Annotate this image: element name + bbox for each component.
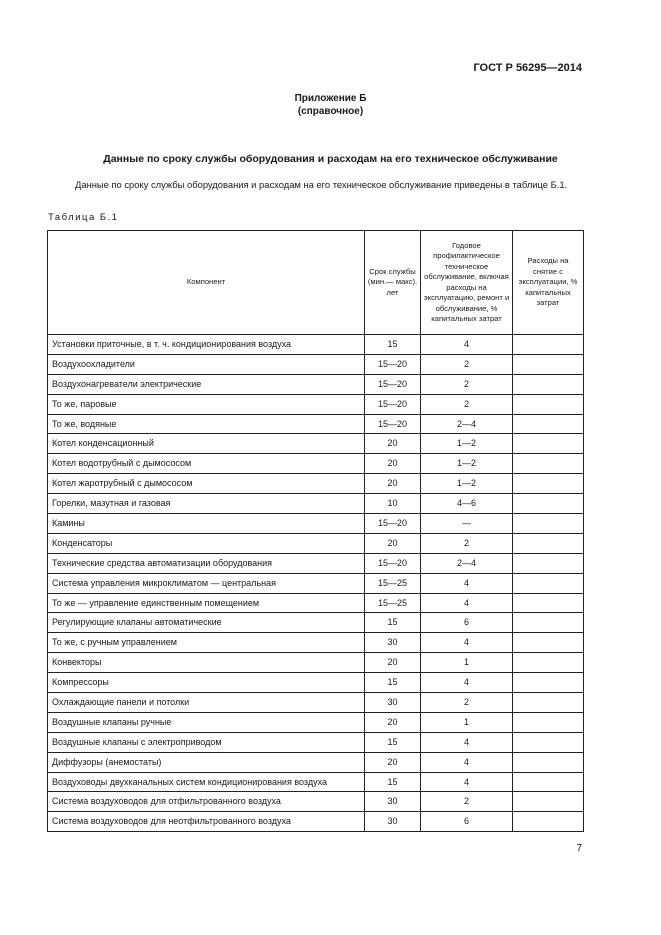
table-row <box>48 434 584 454</box>
removal-cell <box>513 732 584 752</box>
removal-cell <box>513 712 584 732</box>
maintenance-cell: — <box>421 514 513 534</box>
component-cell: Котел водотрубный с дымососом <box>48 454 365 474</box>
appendix-heading <box>0 92 661 118</box>
removal-cell <box>513 374 584 394</box>
table-header-row <box>48 231 584 335</box>
removal-cell <box>513 354 584 374</box>
header-removal: Расходы на снятие с эксплуатации, % капитальных затрат <box>513 231 584 335</box>
removal-cell <box>513 335 584 355</box>
maintenance-cell: 2 <box>421 533 513 553</box>
removal-cell <box>513 434 584 454</box>
service-life-cell: 30 <box>365 792 421 812</box>
table-row <box>48 573 584 593</box>
service-life-cell: 15—20 <box>365 553 421 573</box>
table-row <box>48 553 584 573</box>
table-row <box>48 653 584 673</box>
maintenance-cell: 4 <box>421 593 513 613</box>
component-cell: Охлаждающие панели и потолки <box>48 693 365 713</box>
service-life-cell: 20 <box>365 454 421 474</box>
removal-cell <box>513 474 584 494</box>
table-row <box>48 792 584 812</box>
service-life-cell: 20 <box>365 653 421 673</box>
page-number: 7 <box>576 843 582 854</box>
component-cell: Воздухонагреватели электрические <box>48 374 365 394</box>
maintenance-cell: 1 <box>421 712 513 732</box>
removal-cell <box>513 653 584 673</box>
header-maintenance: Годовое профилактическое техническое обслуживание, включая расходы на эксплуатацию, ремонт и обслуживание, % капитальных затрат <box>421 231 513 335</box>
removal-cell <box>513 494 584 514</box>
maintenance-cell: 2 <box>421 792 513 812</box>
component-cell: То же, паровые <box>48 394 365 414</box>
table-row <box>48 414 584 434</box>
service-life-cell: 15—20 <box>365 354 421 374</box>
removal-cell <box>513 573 584 593</box>
component-cell: Диффузоры (анемостаты) <box>48 752 365 772</box>
table-row <box>48 812 584 832</box>
removal-cell <box>513 792 584 812</box>
table-row <box>48 454 584 474</box>
service-life-cell: 15—25 <box>365 593 421 613</box>
header-component: Компонент <box>48 231 365 335</box>
component-cell: Воздушные клапаны с электроприводом <box>48 732 365 752</box>
table-row <box>48 494 584 514</box>
component-cell: Регулирующие клапаны автоматические <box>48 613 365 633</box>
component-cell: Котел жаротрубный с дымососом <box>48 474 365 494</box>
component-cell: То же, водяные <box>48 414 365 434</box>
section-title: Данные по сроку службы оборудования и расходам на его техническое обслуживание <box>103 153 558 165</box>
table-row <box>48 712 584 732</box>
intro-paragraph: Данные по сроку службы оборудования и расходам на его техническое обслуживание приведены в таблице Б.1. <box>75 179 568 190</box>
maintenance-cell: 4 <box>421 573 513 593</box>
appendix-subtitle: (справочное) <box>297 106 364 117</box>
table-row <box>48 732 584 752</box>
removal-cell <box>513 633 584 653</box>
component-cell: То же — управление единственным помещением <box>48 593 365 613</box>
table-row <box>48 474 584 494</box>
table-caption: Таблица Б.1 <box>48 212 119 223</box>
table-row <box>48 633 584 653</box>
service-life-cell: 15 <box>365 335 421 355</box>
maintenance-cell: 4—6 <box>421 494 513 514</box>
maintenance-cell: 2 <box>421 693 513 713</box>
removal-cell <box>513 414 584 434</box>
removal-cell <box>513 593 584 613</box>
component-cell: Горелки, мазутная и газовая <box>48 494 365 514</box>
maintenance-cell: 1—2 <box>421 434 513 454</box>
component-cell: Система воздуховодов для отфильтрованного воздуха <box>48 792 365 812</box>
service-life-table <box>47 230 584 832</box>
maintenance-cell: 6 <box>421 812 513 832</box>
maintenance-cell: 1 <box>421 653 513 673</box>
maintenance-cell: 4 <box>421 732 513 752</box>
removal-cell <box>513 752 584 772</box>
maintenance-cell: 4 <box>421 752 513 772</box>
appendix-title: Приложение Б <box>294 93 367 104</box>
header-service-life: Срок службы (мин.— макс). лет <box>365 231 421 335</box>
component-cell: Конденсаторы <box>48 533 365 553</box>
service-life-cell: 20 <box>365 533 421 553</box>
component-cell: Система управления микроклиматом — центральная <box>48 573 365 593</box>
table-row <box>48 593 584 613</box>
service-life-cell: 15—25 <box>365 573 421 593</box>
component-cell: Система воздуховодов для неотфильтрованного воздуха <box>48 812 365 832</box>
maintenance-cell: 2—4 <box>421 553 513 573</box>
removal-cell <box>513 673 584 693</box>
service-life-cell: 10 <box>365 494 421 514</box>
table-row <box>48 752 584 772</box>
removal-cell <box>513 394 584 414</box>
component-cell: Компрессоры <box>48 673 365 693</box>
maintenance-cell: 2 <box>421 374 513 394</box>
maintenance-cell: 6 <box>421 613 513 633</box>
component-cell: Воздушные клапаны ручные <box>48 712 365 732</box>
table-row <box>48 772 584 792</box>
service-life-cell: 30 <box>365 693 421 713</box>
table-row <box>48 613 584 633</box>
maintenance-cell: 1—2 <box>421 454 513 474</box>
service-life-cell: 30 <box>365 812 421 832</box>
document-code: ГОСТ Р 56295—2014 <box>473 62 582 74</box>
removal-cell <box>513 613 584 633</box>
removal-cell <box>513 553 584 573</box>
service-life-cell: 20 <box>365 474 421 494</box>
removal-cell <box>513 812 584 832</box>
component-cell: Конвекторы <box>48 653 365 673</box>
service-life-cell: 15 <box>365 732 421 752</box>
maintenance-cell: 4 <box>421 633 513 653</box>
table-body <box>48 335 584 832</box>
service-life-cell: 15—20 <box>365 394 421 414</box>
service-life-cell: 15 <box>365 772 421 792</box>
component-cell: Технические средства автоматизации оборудования <box>48 553 365 573</box>
removal-cell <box>513 514 584 534</box>
maintenance-cell: 4 <box>421 335 513 355</box>
service-life-cell: 20 <box>365 712 421 732</box>
service-life-cell: 15—20 <box>365 374 421 394</box>
maintenance-cell: 2—4 <box>421 414 513 434</box>
maintenance-cell: 1—2 <box>421 474 513 494</box>
component-cell: Установки приточные, в т. ч. кондиционирования воздуха <box>48 335 365 355</box>
component-cell: Воздуховоды двухканальных систем кондиционирования воздуха <box>48 772 365 792</box>
removal-cell <box>513 533 584 553</box>
component-cell: Воздухоохладители <box>48 354 365 374</box>
maintenance-cell: 4 <box>421 673 513 693</box>
maintenance-cell: 2 <box>421 354 513 374</box>
removal-cell <box>513 454 584 474</box>
removal-cell <box>513 772 584 792</box>
service-life-cell: 15—20 <box>365 514 421 534</box>
service-life-cell: 15 <box>365 673 421 693</box>
maintenance-cell: 2 <box>421 394 513 414</box>
service-life-cell: 20 <box>365 752 421 772</box>
table-row <box>48 514 584 534</box>
service-life-cell: 15—20 <box>365 414 421 434</box>
service-life-cell: 15 <box>365 613 421 633</box>
table-row <box>48 354 584 374</box>
service-life-cell: 20 <box>365 434 421 454</box>
table-row <box>48 673 584 693</box>
maintenance-cell: 4 <box>421 772 513 792</box>
service-life-cell: 30 <box>365 633 421 653</box>
component-cell: То же, с ручным управлением <box>48 633 365 653</box>
removal-cell <box>513 693 584 713</box>
table-row <box>48 394 584 414</box>
component-cell: Камины <box>48 514 365 534</box>
component-cell: Котел конденсационный <box>48 434 365 454</box>
table-row <box>48 533 584 553</box>
table-row <box>48 335 584 355</box>
table-row <box>48 374 584 394</box>
table-row <box>48 693 584 713</box>
